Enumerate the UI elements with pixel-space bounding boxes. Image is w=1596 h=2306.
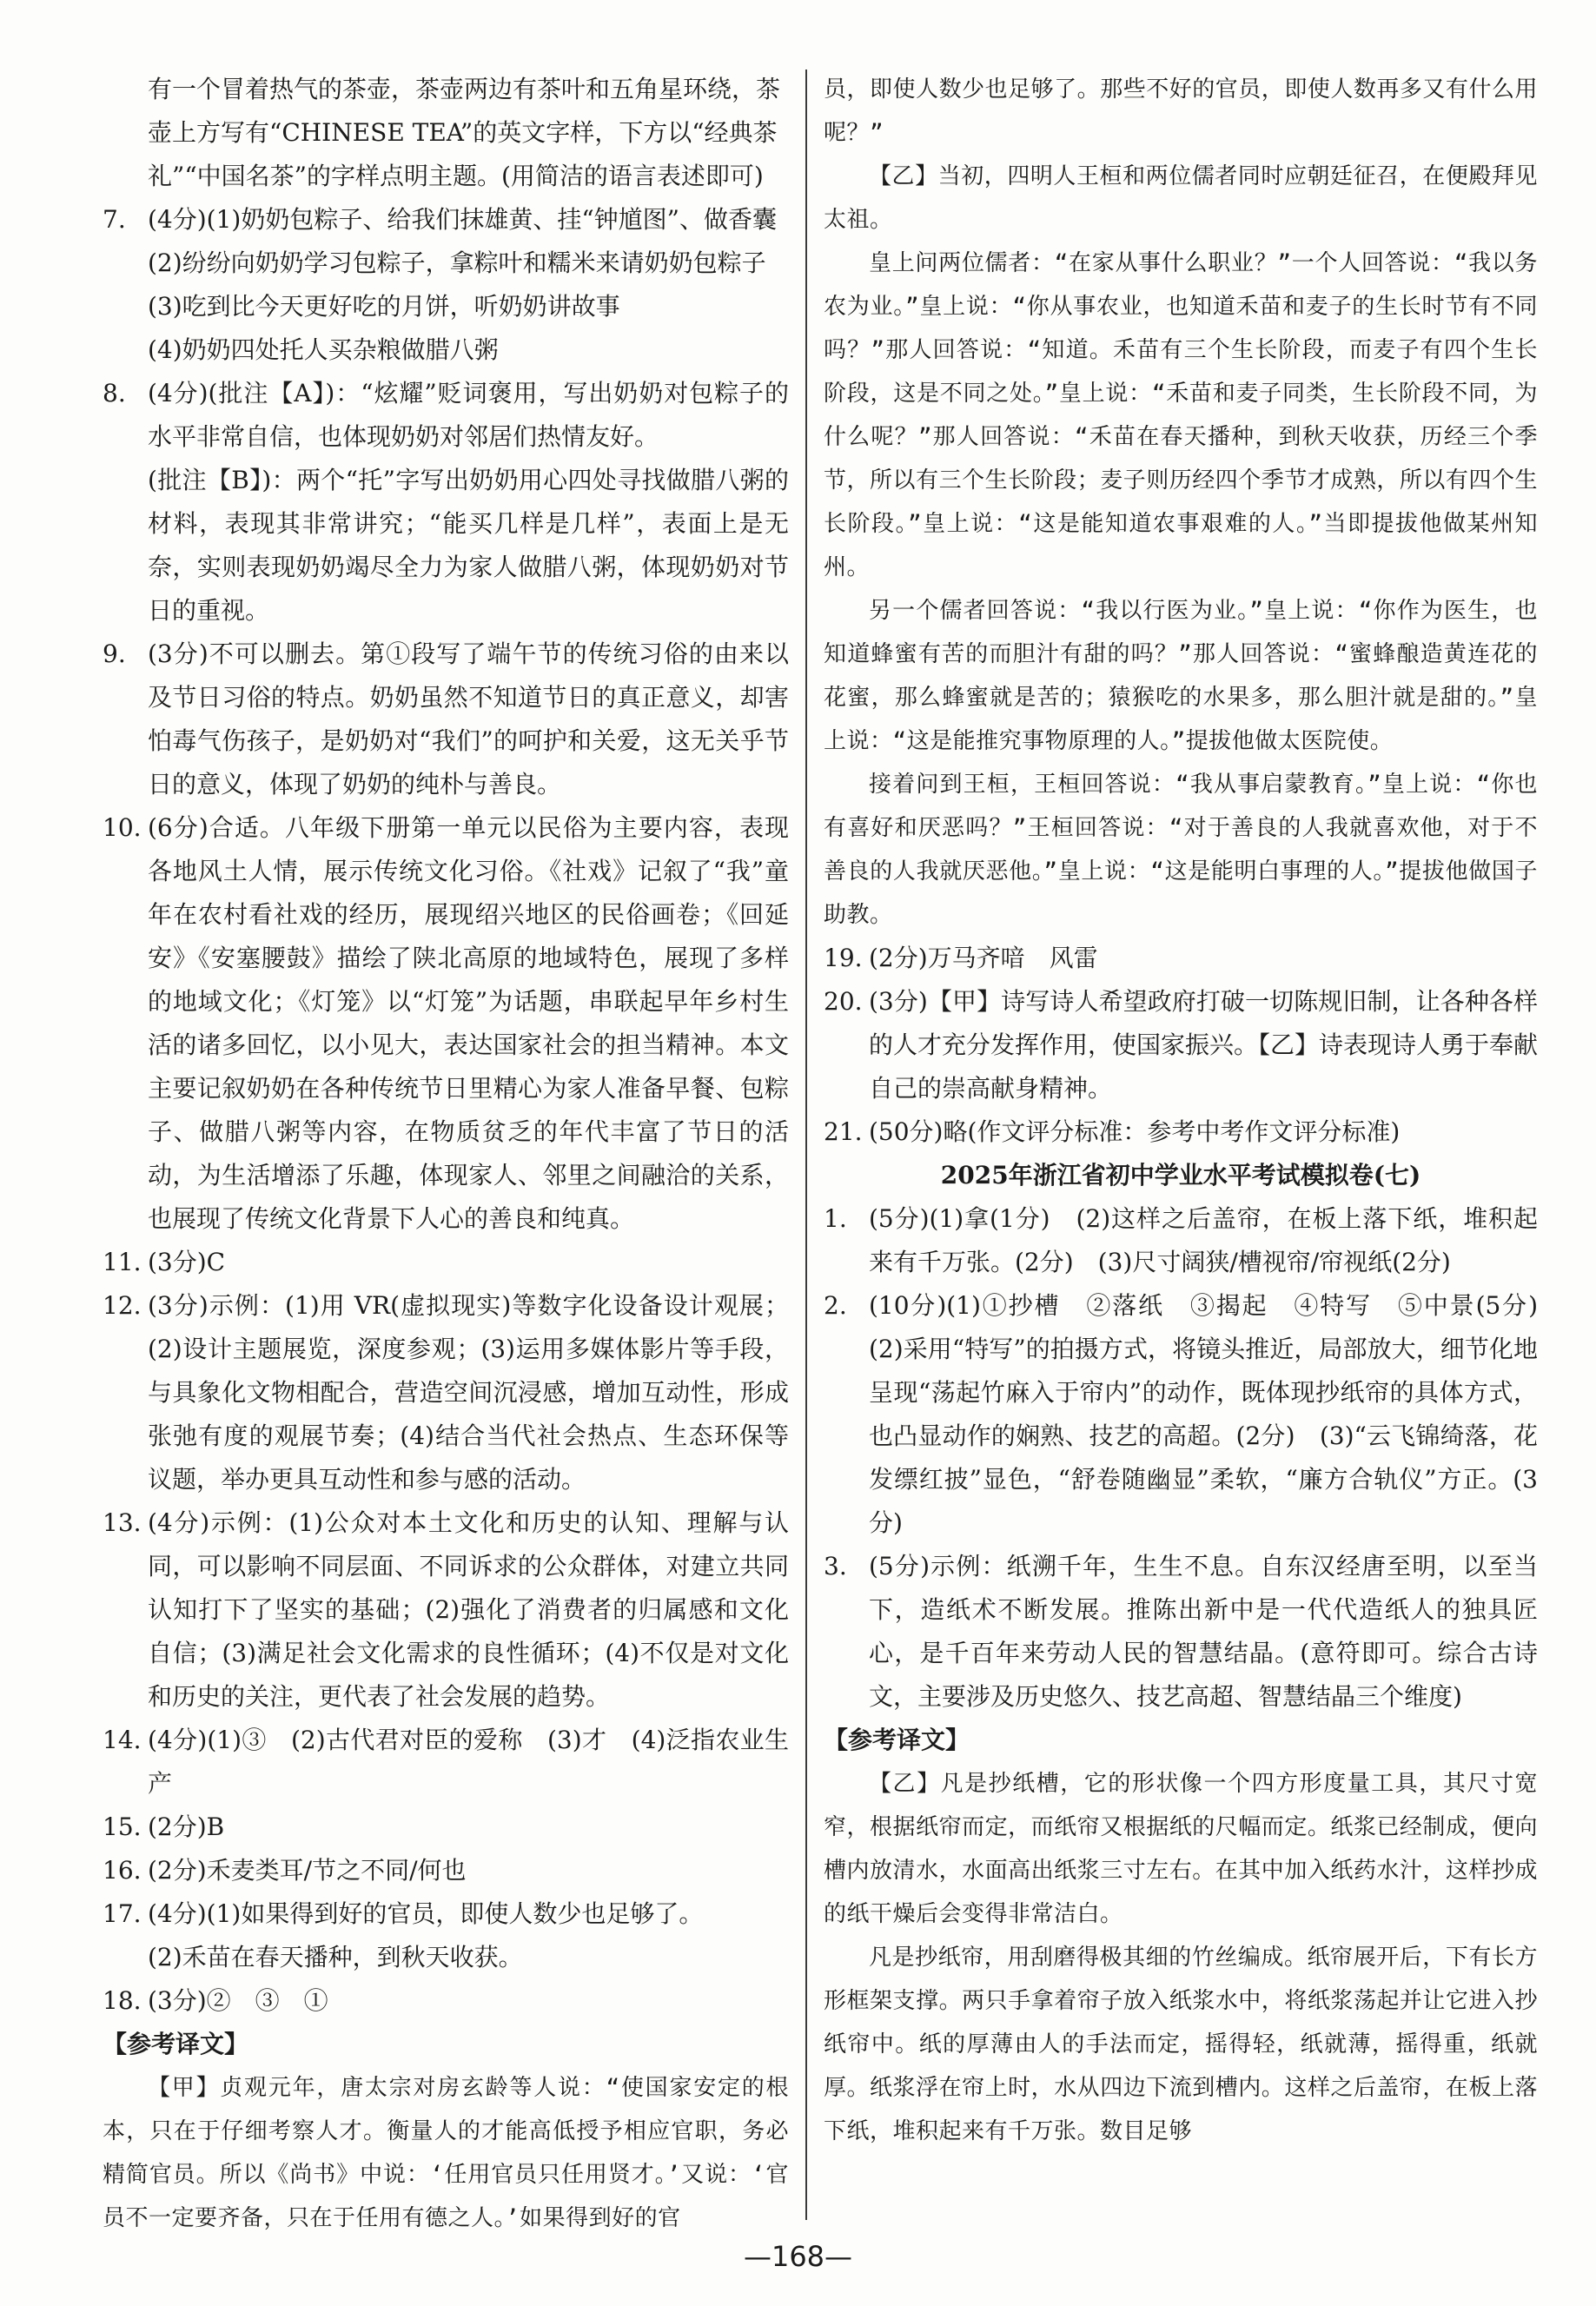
answer-number: 8. (103, 379, 126, 408)
answer-7 (103, 198, 789, 242)
answer-9 (103, 633, 789, 806)
answer-7-part-3: (3)吃到比今天更好吃的月饼，听奶奶讲故事 (148, 292, 620, 321)
answer-number: 21. (824, 1117, 863, 1146)
answer-19 (824, 937, 1538, 980)
answer-number: 7. (103, 205, 126, 234)
answer-7-part-2: (2)纷纷向奶奶学习包粽子，拿粽叶和糯米来请奶奶包粽子 (148, 248, 766, 277)
answer-text: (50分)略(作文评分标准：参考中考作文评分标准) (869, 1117, 1401, 1146)
answer-number: 17. (103, 1899, 142, 1928)
intro-line-2: 壶上方写有“CHINESE TEA”的英文字样，下方以“经典茶 (148, 118, 778, 147)
answer-number: 3. (824, 1552, 847, 1580)
answer-text: (10分)(1)①抄槽 ②落纸 ③揭起 ④特写 ⑤中景(5分) (2)采用“特写”的拍摄方式，将镜头推近，局部放大，细节化地呈现“荡起竹麻入于帘内”的动作，既体现抄纸帘的具体方式，也凸显动作的娴熟、技艺的高超。(2分) (3)“云飞锦绮落，花发缥红披”显色，“舒卷随幽显”柔软，“廉方合轨仪”方正。(3分) (869, 1291, 1563, 1537)
answer-number: 20. (824, 987, 863, 1016)
answer-15 (103, 1806, 789, 1849)
answer-17 (103, 1892, 789, 1936)
answer-number: 10. (103, 813, 142, 842)
answer-text: (5分)示例：纸溯千年，生生不息。自东汉经唐至明，以至当下，造纸术不断发展。推陈出新中是一代代造纸人的独具匠心，是千百年来劳动人民的智慧结晶。(意符即可。综合古诗文，主要涉及历史悠久、技艺高超、智慧结晶三个维度) (869, 1552, 1538, 1711)
answer-number: 18. (103, 1986, 142, 2015)
translation-2-para-2: 凡是抄纸帘，用刮磨得极其细的竹丝编成。纸帘展开后，下有长方形框架支撑。两只手拿着帘子放入纸浆水中，将纸浆荡起并让它进入抄纸帘中。纸的厚薄由人的手法而定，摇得轻，纸就薄，摇得重，纸就厚。纸浆浮在帘上时，水从四边下流到槽内。这样之后盖帘，在板上落下纸，堆积起来有千万张。数目足够 (824, 1945, 1538, 2144)
right-column (824, 68, 1563, 2153)
answer-number: 14. (103, 1726, 142, 1754)
answer-text: (3分)C (148, 1248, 226, 1276)
answer-10 (103, 806, 789, 1241)
answer-text: (5分)(1)拿(1分) (2)这样之后盖帘，在板上落下纸，堆积起来有千万张。(2分) (3)尺寸阔狭/槽视帘/帘视纸(2分) (869, 1204, 1538, 1276)
answer-number: 15. (103, 1812, 142, 1841)
reference-translation-heading: 【参考译文】 (103, 2030, 249, 2058)
answer-8 (103, 372, 789, 459)
answer-text: (3分)【甲】诗写诗人希望政府打破一切陈规旧制，让各种各样的人才充分发挥作用，使国家振兴。【乙】诗表现诗人勇于奉献自己的崇高献身精神。 (869, 987, 1539, 1103)
exam-title: 2025年浙江省初中学业水平考试模拟卷(七) (940, 1161, 1421, 1189)
answer-12 (103, 1284, 789, 1501)
column-divider (805, 70, 807, 2220)
answer-20 (824, 980, 1538, 1110)
left-column (103, 68, 789, 2240)
intro-line-3: 礼”“中国名茶”的字样点明主题。(用简洁的语言表述即可) (148, 162, 764, 190)
answer-number: 12. (103, 1291, 142, 1320)
answer-number: 2. (824, 1291, 847, 1320)
answer-text: (4分)(1)如果得到好的官员，即使人数少也足够了。 (148, 1899, 704, 1928)
answer-text: (3分)② ③ ① (148, 1986, 328, 2015)
answer-number: 9. (103, 639, 126, 668)
answer-text: (3分)不可以删去。第①段写了端午节的传统习俗的由来以及节日习俗的特点。奶奶虽然不知道节日的真正意义，却害怕毒气伤孩子，是奶奶对“我们”的呵护和关爱，这无关乎节日的意义，体现了奶奶的纯朴与善良。 (148, 639, 789, 798)
exam-answer-1 (824, 1197, 1538, 1284)
answer-16 (103, 1849, 789, 1892)
answer-17-part-2: (2)禾苗在春天播种，到秋天收获。 (148, 1943, 523, 1971)
translation-yi-para-2: 皇上问两位儒者：“在家从事什么职业？”一个人回答说：“我以务农为业。”皇上说：“你从事农业，也知道禾苗和麦子的生长时节有不同吗？”那人回答说：“知道。禾苗有三个生长阶段，而麦子有四个生长阶段，这是不同之处。”皇上说：“禾苗和麦子同类，生长阶段不同，为什么呢？”那人回答说：“禾苗在春天播种，到秋天收获，历经三个季节，所以有三个生长阶段；麦子则历经四个季节才成熟，所以有四个生长阶段。”皇上说：“这是能知道农事艰难的人。”当即提拔他做某州知州。 (824, 250, 1538, 580)
answer-text: (4分)(1)③ (2)古代君对臣的爱称 (3)才 (4)泛指农业生产 (148, 1726, 789, 1798)
answer-13 (103, 1501, 789, 1719)
answer-text: (2分)B (148, 1812, 225, 1841)
answer-text: (4分)示例：(1)公众对本土文化和历史的认知、理解与认同，可以影响不同层面、不同诉求的公众群体，对建立共同认知打下了坚实的基础；(2)强化了消费者的归属感和文化自信；(3)满足社会文化需求的良性循环；(4)不仅是对文化和历史的关注，更代表了社会发展的趋势。 (148, 1508, 789, 1711)
answer-text: (3分)示例：(1)用 VR(虚拟现实)等数字化设备设计观展；(2)设计主题展览，深度参观；(3)运用多媒体影片等手段，与具象化文物相配合，营造空间沉浸感，增加互动性，形成张弛有度的观展节奏；(4)结合当代社会热点、生态环保等议题，举办更具互动性和参与感的活动。 (148, 1291, 789, 1494)
answer-8-annotation-b: (批注【B】)：两个“托”字写出奶奶用心四处寻找做腊八粥的材料，表现其非常讲究；“能买几样是几样”，表面上是无奈，实则表现奶奶竭尽全力为家人做腊八粥，体现奶奶对节日的重视。 (148, 466, 789, 625)
answer-text: (6分)合适。八年级下册第一单元以民俗为主要内容，表现各地风土人情，展示传统文化习俗。《社戏》记叙了“我”童年在农村看社戏的经历，展现绍兴地区的民俗画卷；《回延安》《安塞腰鼓》描绘了陕北高原的地域特色，展现了多样的地域文化；《灯笼》以“灯笼”为话题，串联起早年乡村生活的诸多回忆，以小见大，表达国家社会的担当精神。本文主要记叙奶奶在各种传统节日里精心为家人准备早餐、包粽子、做腊八粥等内容，在物质贫乏的年代丰富了节日的活动，为生活增添了乐趣，体现家人、邻里之间融洽的关系，也展现了传统文化背景下人心的善良和纯真。 (148, 813, 789, 1233)
translation-2-para-1: 【乙】凡是抄纸槽，它的形状像一个四方形度量工具，其尺寸宽窄，根据纸帘而定，而纸帘又根据纸的尺幅而定。纸浆已经制成，便向槽内放清水，水面高出纸浆三寸左右。在其中加入纸药水汁，这样抄成的纸干燥后会变得非常洁白。 (824, 1771, 1538, 1927)
exam-answer-2 (824, 1284, 1563, 1545)
translation-yi-para-4: 接着问到王桓，王桓回答说：“我从事启蒙教育。”皇上说：“你也有喜好和厌恶吗？”王桓回答说：“对于善良的人我就喜欢他，对于不善良的人我就厌恶他。”皇上说：“这是能明白事理的人。”提拔他做国子助教。 (824, 772, 1538, 928)
answer-text: (4分)(1)奶奶包粽子、给我们抹雄黄、挂“钟馗图”、做香囊 (148, 205, 777, 234)
answer-text: (2分)禾麦类耳/节之不同/何也 (148, 1856, 467, 1885)
answer-number: 11. (103, 1248, 142, 1276)
answer-18 (103, 1979, 789, 2023)
answer-text: (4分)(批注【A】)：“炫耀”贬词褒用，写出奶奶对包粽子的水平非常自信，也体现奶奶对邻居们热情友好。 (148, 379, 789, 451)
answer-text: (2分)万马齐喑 风雷 (869, 944, 1098, 972)
page-number: —168— (743, 2240, 853, 2273)
answer-number: 1. (824, 1204, 847, 1233)
answer-number: 16. (103, 1856, 142, 1885)
answer-21 (824, 1110, 1538, 1154)
exam-answer-3 (824, 1545, 1538, 1719)
translation-yi-para-3: 另一个儒者回答说：“我以行医为业。”皇上说：“你作为医生，也知道蜂蜜有苦的而胆汁有甜的吗？”那人回答说：“蜜蜂酿造黄连花的花蜜，那么蜂蜜就是苦的；猿猴吃的水果多，那么胆汁就是甜的。”皇上说：“这是能推究事物原理的人。”提拔他做太医院使。 (824, 598, 1538, 754)
answer-14 (103, 1719, 789, 1806)
answer-11 (103, 1241, 789, 1284)
translation-jia-continued: 员，即使人数少也足够了。那些不好的官员，即使人数再多又有什么用呢？” (824, 76, 1538, 146)
translation-jia: 【甲】贞观元年，唐太宗对房玄龄等人说：“使国家安定的根本，只在于仔细考察人才。衡量人的才能高低授予相应官职，务必精简官员。所以《尚书》中说：‘任用官员只任用贤才。’又说：‘官员不一定要齐备，只在于任用有德之人。’如果得到好的官 (103, 2075, 789, 2231)
translation-yi-para-1: 【乙】当初，四明人王桓和两位儒者同时应朝廷征召，在便殿拜见太祖。 (824, 163, 1538, 233)
answer-number: 13. (103, 1508, 142, 1537)
intro-line-1: 有一个冒着热气的茶壶，茶壶两边有茶叶和五角星环绕，茶 (148, 75, 781, 103)
answer-number: 19. (824, 944, 863, 972)
answer-7-part-4: (4)奶奶四处托人买杂粮做腊八粥 (148, 335, 499, 364)
reference-translation-heading-2: 【参考译文】 (824, 1726, 970, 1754)
